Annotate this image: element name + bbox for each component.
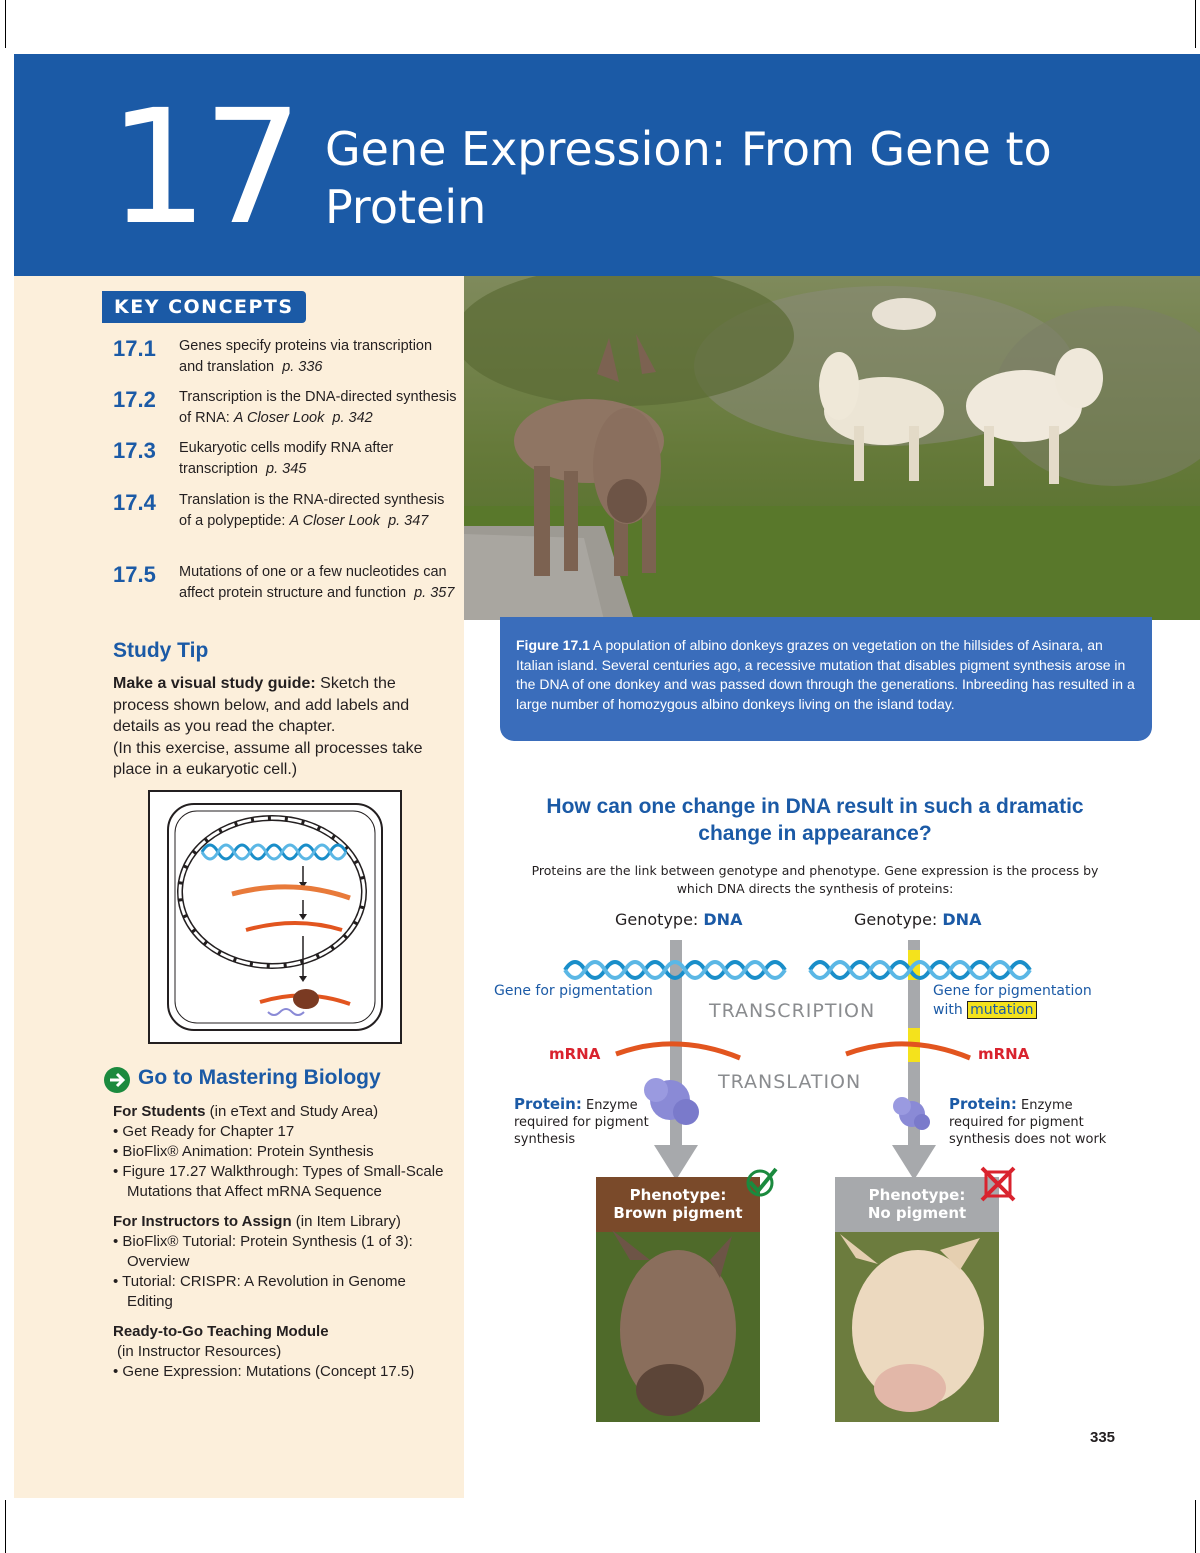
protein-head: Protein: xyxy=(514,1095,582,1113)
students-item[interactable]: • Figure 17.27 Walkthrough: Types of Small-Scale Mutations that Affect mRNA Sequence xyxy=(113,1163,444,1200)
concept-label: Eukaryotic cells modify RNA after transcription xyxy=(179,440,394,477)
concept-text xyxy=(179,336,459,378)
students-head: For Students xyxy=(113,1103,206,1120)
concept-label: Mutations of one or a few nucleotides can affect protein structure and function xyxy=(179,564,447,601)
concept-number: 17.4 xyxy=(113,490,156,515)
instructors-head: For Instructors to Assign xyxy=(113,1213,292,1230)
concept-page: p. 336 xyxy=(282,359,323,375)
transcription-label: TRANSCRIPTION xyxy=(709,1000,876,1022)
mrna-label-right: mRNA xyxy=(978,1045,1030,1063)
concept-text xyxy=(179,438,459,480)
page-number: 335 xyxy=(1090,1429,1116,1446)
protein-text: Enzyme required for pigment synthesis xyxy=(514,1098,649,1147)
instructors-item[interactable]: • BioFlix® Tutorial: Protein Synthesis (1 of 3): Overview xyxy=(113,1233,413,1270)
study-tip-note: (In this exercise, assume all processes take place in a eukaryotic cell.) xyxy=(113,739,423,778)
concept-label: Genes specify proteins via transcription and translation xyxy=(179,338,433,375)
crop-mark xyxy=(5,1500,6,1553)
phenotype-head: Phenotype: xyxy=(629,1186,727,1204)
crop-mark xyxy=(1195,1500,1196,1553)
protein-blob-mutant xyxy=(893,1097,930,1130)
crop-mark xyxy=(1195,0,1196,48)
gene-label-right: Gene for pigmentation xyxy=(933,983,1092,999)
arrow-right-icon xyxy=(104,1067,130,1093)
study-tip-heading: Study Tip xyxy=(113,639,209,662)
concept-label: Transcription is the DNA-directed synthesis of RNA: xyxy=(179,389,457,426)
crop-mark xyxy=(5,0,6,48)
study-tip-body xyxy=(113,673,443,781)
concept-text xyxy=(179,490,459,532)
students-where: (in eText and Study Area) xyxy=(205,1103,379,1120)
concept-page: p. 342 xyxy=(332,410,373,426)
mastering-heading xyxy=(138,1066,381,1090)
flow-arrow-head xyxy=(654,1145,698,1180)
genotype-text: Genotype: xyxy=(854,910,943,929)
mutation-highlight: mutation xyxy=(967,1001,1036,1019)
diagram-question: How can one change in DNA result in such a dramatic change in appearance? xyxy=(546,795,1084,845)
concept-number: 17.2 xyxy=(113,387,156,412)
concept-number: 17.1 xyxy=(113,336,156,361)
students-item[interactable]: • Get Ready for Chapter 17 xyxy=(113,1123,295,1140)
students-heading xyxy=(113,1102,453,1122)
cell-sketch xyxy=(150,792,400,1042)
donkey-photo-drawing xyxy=(464,276,1200,620)
ready-heading: Ready-to-Go Teaching Module xyxy=(113,1323,329,1340)
dna-text: DNA xyxy=(942,910,982,929)
instructors-where: (in Item Library) xyxy=(291,1213,401,1230)
mutation-label xyxy=(933,1002,1037,1018)
figure-caption-text: A population of albino donkeys grazes on vegetation on the hillsides of Asinara, an Italian island. Several centuries ago, a recessive mutation that disables pigment synthesis arose in the DNA of one donkey and was passed down through the generations. Inbreeding has resulted in a large number of homozygous albino donkeys living on the island today. xyxy=(516,637,1135,712)
concept-text xyxy=(179,387,459,429)
chapter-number: 17 xyxy=(108,76,298,260)
concept-page: p. 345 xyxy=(266,461,307,477)
dna-text: DNA xyxy=(703,910,743,929)
gene-label-left: Gene for pigmentation xyxy=(494,983,653,999)
donkey-photo xyxy=(464,276,1200,620)
students-item[interactable]: • BioFlix® Animation: Protein Synthesis xyxy=(113,1143,374,1160)
ready-where: (in Instructor Resources) xyxy=(117,1343,282,1360)
concept-number: 17.5 xyxy=(113,562,156,587)
concept-text xyxy=(179,562,459,604)
closer-look: A Closer Look xyxy=(289,513,380,529)
protein-text: Enzyme required for pigment synthesis does not work xyxy=(949,1098,1107,1147)
mastering-heading-text: Go to Mastering Biology xyxy=(138,1066,381,1089)
ready-item[interactable]: • Gene Expression: Mutations (Concept 17.5) xyxy=(113,1363,415,1380)
concept-number: 17.3 xyxy=(113,438,156,463)
protein-label-left xyxy=(514,1096,664,1148)
concept-page: p. 357 xyxy=(414,585,455,601)
protein-head: Protein: xyxy=(949,1095,1017,1113)
protein-label-right xyxy=(949,1096,1119,1148)
concept-page: p. 347 xyxy=(388,513,429,529)
instructors-heading xyxy=(113,1212,453,1232)
phenotype-label-none xyxy=(835,1186,999,1222)
diagram-description: Proteins are the link between genotype and phenotype. Gene expression is the process by which DNA directs the synthesis of proteins: xyxy=(531,863,1099,896)
study-tip-text: Sketch the process shown below, and add labels and details as you read the chapter. xyxy=(113,675,410,735)
genotype-label-left xyxy=(615,910,742,929)
translation-label: TRANSLATION xyxy=(718,1071,862,1093)
phenotype-value: No pigment xyxy=(867,1204,967,1222)
phenotype-label-brown xyxy=(596,1186,760,1222)
key-concepts-heading: KEY CONCEPTS xyxy=(102,291,306,323)
phenotype-value: Brown pigment xyxy=(613,1204,743,1222)
figure-label: Figure 17.1 xyxy=(516,637,590,653)
phenotype-head: Phenotype: xyxy=(868,1186,966,1204)
study-tip-sketch xyxy=(148,790,402,1044)
brown-donkey-portrait xyxy=(596,1230,760,1422)
instructors-item[interactable]: • Tutorial: CRISPR: A Revolution in Genome Editing xyxy=(113,1273,406,1310)
mastering-body xyxy=(113,1102,453,1382)
albino-donkey-portrait xyxy=(835,1232,999,1422)
genotype-text: Genotype: xyxy=(615,910,704,929)
mrna-label-left: mRNA xyxy=(549,1045,601,1063)
closer-look: A Closer Look xyxy=(233,410,325,426)
with-text: with xyxy=(933,1002,968,1018)
concept-label: Translation is the RNA-directed synthesis of a polypeptide: xyxy=(179,492,445,529)
study-tip-lead: Make a visual study guide: xyxy=(113,675,316,692)
chapter-title: Gene Expression: From Gene to Protein xyxy=(325,122,1052,234)
genotype-label-right xyxy=(854,910,981,929)
figure-caption xyxy=(516,636,1136,714)
flow-arrow-head xyxy=(892,1145,936,1180)
